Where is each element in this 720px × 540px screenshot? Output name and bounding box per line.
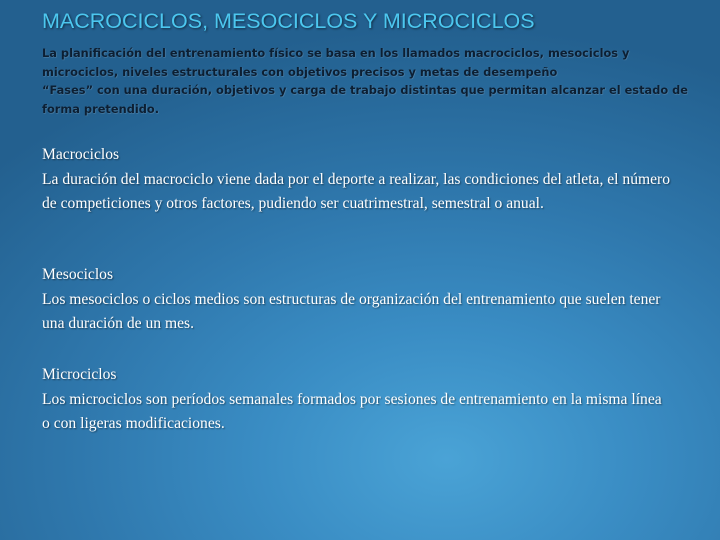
- intro-paragraph-2: “Fases” con una duración, objetivos y carga de trabajo distintas que permitan alcanzar el estado de forma pretendido.: [42, 83, 689, 116]
- section-body: La duración del macrociclo viene dada por el deporte a realizar, las condiciones del atleta, el número de competiciones y otros factores, pudiendo ser cuatrimestral, semestral o anual.: [42, 170, 671, 212]
- intro-text: [42, 44, 692, 118]
- section-heading: Macrociclos: [42, 146, 120, 163]
- section-heading: Mesociclos: [42, 266, 114, 283]
- section-microciclos: [42, 363, 672, 437]
- slide-title: MACROCICLOS, MESOCICLOS Y MICROCICLOS: [42, 9, 535, 33]
- section-heading: Microciclos: [42, 366, 117, 383]
- section-body: Los mesociclos o ciclos medios son estructuras de organización del entrenamiento que suelen tener una duración de un mes.: [42, 290, 661, 332]
- section-macrociclos: [42, 143, 672, 217]
- section-body: Los microciclos son períodos semanales formados por sesiones de entrenamiento en la misma línea o con ligeras modificaciones.: [42, 390, 662, 432]
- intro-paragraph-1: La planificación del entrenamiento físico se basa en los llamados macrociclos, mesociclos y microciclos, niveles estructurales con objetivos precisos y metas de desempeño: [42, 46, 630, 79]
- section-mesociclos: [42, 263, 672, 337]
